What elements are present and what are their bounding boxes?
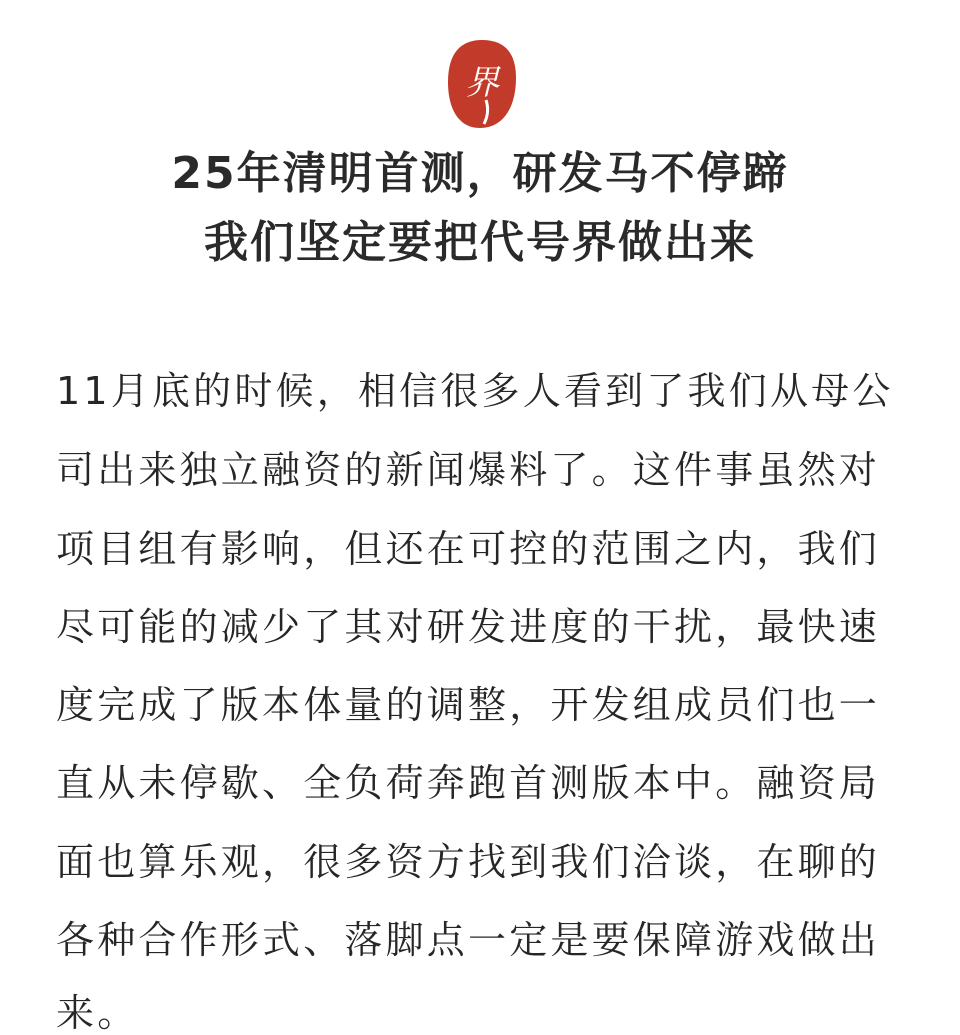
body-line-6: 直从未停歇、全负荷奔跑首测版本中。融资局	[56, 761, 881, 805]
body-line-2: 司出来独立融资的新闻爆料了。这件事虽然对	[56, 448, 881, 492]
title-line-1: 25年清明首测，研发马不停蹄	[171, 148, 789, 199]
body-line-9: 来。	[56, 991, 139, 1035]
body-line-5: 度完成了版本体量的调整，开发组成员们也一	[56, 683, 881, 727]
seal-logo	[446, 38, 518, 130]
body-line-4: 尽可能的减少了其对研发进度的干扰，最快速	[56, 605, 881, 649]
body-line-7: 面也算乐观，很多资方找到我们洽谈，在聊的	[56, 840, 881, 884]
seal-glyph: 界	[465, 63, 499, 103]
body-line-8: 各种合作形式、落脚点一定是要保障游戏做出	[56, 918, 881, 962]
body-line-3: 项目组有影响，但还在可控的范围之内，我们	[56, 527, 881, 571]
body-line-1: 11月底的时候，相信很多人看到了我们从母公	[56, 369, 894, 413]
seal-logo-icon	[446, 38, 518, 130]
title-line-2: 我们坚定要把代号界做出来	[204, 217, 756, 268]
